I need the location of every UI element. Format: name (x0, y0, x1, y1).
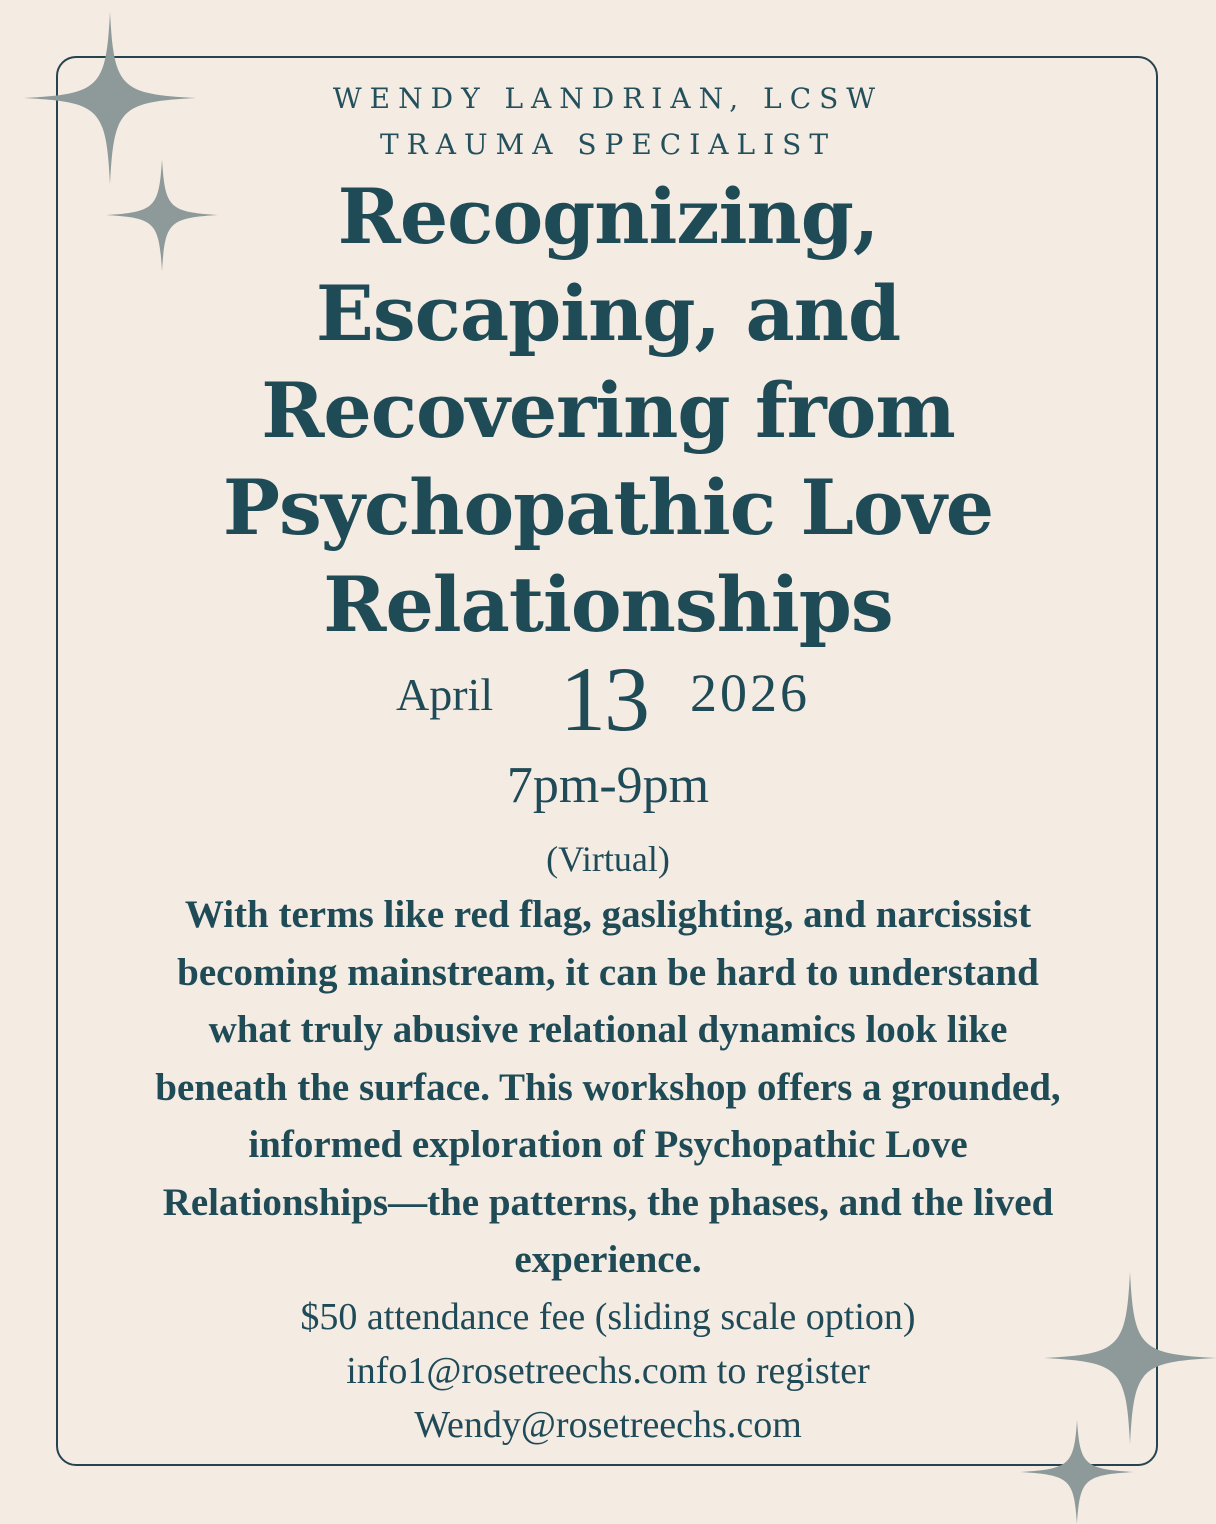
title-line: Psychopathic Love (222, 463, 994, 552)
title-line: Recovering from (261, 366, 955, 455)
contact-email[interactable]: Wendy@rosetreechs.com (414, 1404, 802, 1446)
presenter-role: TRAUMA SPECIALIST (379, 128, 837, 161)
event-description (0, 886, 1216, 1289)
description-line: becoming mainstream, it can be hard to understand (177, 950, 1039, 994)
description-line: experience. (514, 1238, 702, 1281)
description-line: beneath the surface. This workshop offers a grounded, (155, 1065, 1061, 1109)
title-line: Escaping, and (315, 269, 901, 358)
registration-info (0, 1290, 1216, 1452)
description-line: Relationships—the patterns, the phases, and the lived (162, 1180, 1054, 1224)
description-line: informed exploration of Psychopathic Love (248, 1123, 968, 1166)
attendance-fee: $50 attendance fee (sliding scale option) (300, 1296, 916, 1338)
date-year: 2026 (690, 663, 810, 723)
description-line: what truly abusive relational dynamics look like (208, 1008, 1008, 1051)
event-format: (Virtual) (546, 839, 670, 879)
event-title (0, 168, 1216, 653)
presenter-name: WENDY LANDRIAN, LCSW (332, 82, 884, 115)
title-line: Recognizing, (337, 172, 879, 261)
date-day: 13 (560, 648, 648, 750)
event-time: 7pm-9pm (506, 757, 710, 814)
register-email[interactable]: info1@rosetreechs.com to register (346, 1350, 870, 1392)
title-line: Relationships (323, 560, 893, 649)
date-month: April (396, 669, 494, 720)
description-line: With terms like red flag, gaslighting, and narcissist (184, 893, 1032, 936)
event-date (0, 646, 1216, 750)
